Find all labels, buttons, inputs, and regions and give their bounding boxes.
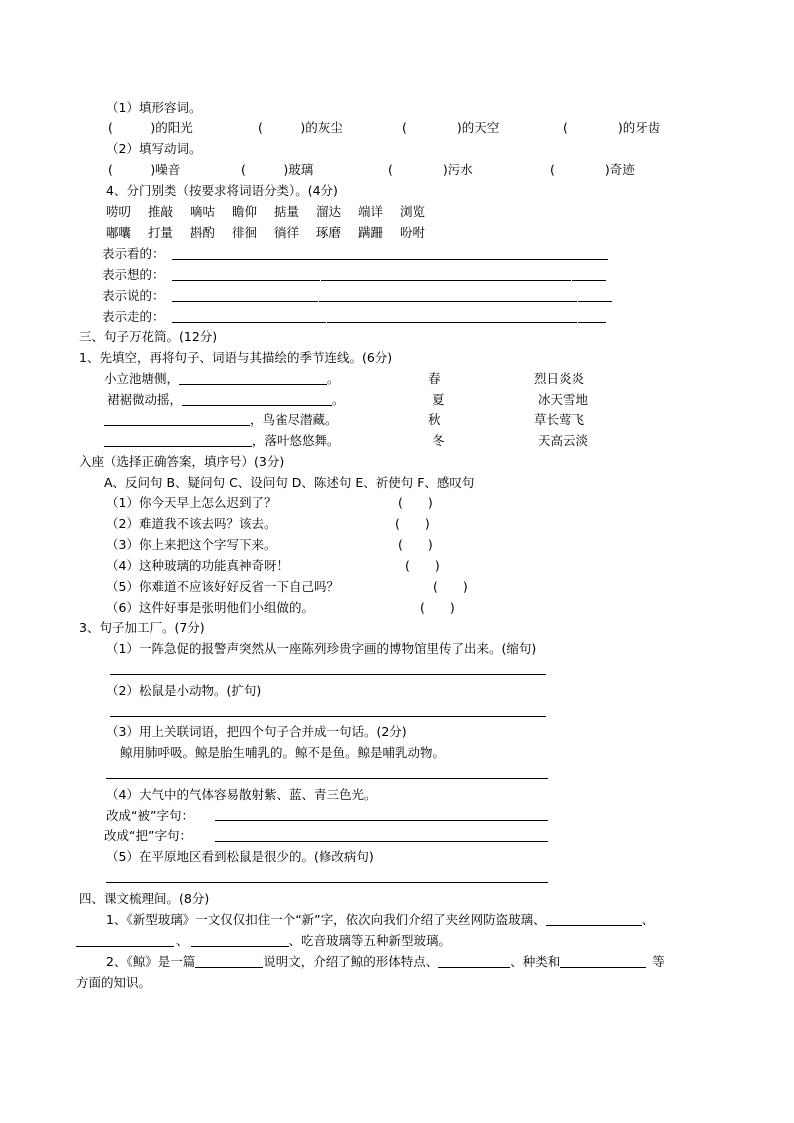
sentence-item: （5）你难道不应该好好反省一下自己吗？ [106,579,339,594]
processing-item-2: （2）松鼠是小动物。(扩句) [106,683,262,698]
word: 打量 [148,225,174,240]
processing-item-4: （4）大气中的气体容易散射紫、蓝、青三色光。 [106,787,377,802]
answer-paren[interactable]: ( ) [395,516,430,531]
answer-line[interactable] [172,322,326,323]
poem-line-1: 小立池塘侧， 。 [104,371,340,386]
phrase: 冰天雪地 [538,392,589,407]
category-look-label: 表示看的： [102,246,165,261]
answer-paren[interactable]: ( ) [398,495,433,510]
word: 嘟囔 [106,225,132,240]
section-3-title: 三、句子万花筒。(12分) [79,329,218,344]
verb-item: ( )污水 [388,162,473,177]
answer-line[interactable] [106,778,548,779]
ba-label: 改成“把”字句： [104,828,192,843]
fill-blank[interactable] [560,955,646,968]
word: 溜达 [316,204,342,219]
question-1: 1、先填空，再将句子、词语与其描绘的季节连线。(6分) [79,350,393,365]
answer-line[interactable] [215,820,548,821]
answer-line[interactable] [110,716,546,717]
fill-blank[interactable] [546,913,642,926]
word: 浏览 [400,204,426,219]
answer-line[interactable] [215,841,548,842]
category-say-label: 表示说的： [102,288,165,303]
season-summer: 夏 [432,392,445,407]
season-winter: 冬 [432,433,445,448]
sentence-options: A、反问句 B、疑问句 C、设问句 D、陈述句 E、祈使句 F、感叹句 [104,475,475,490]
answer-line[interactable] [172,259,608,260]
review-question-1: 1、《新型玻璃》一文仅仅扣住一个“新”字，依次向我们介绍了夹丝网防盗玻璃、 、 [106,912,655,927]
fill-blank[interactable] [76,934,174,947]
answer-line[interactable] [172,301,318,302]
word: 掂量 [274,204,300,219]
adj-item: ( )的牙齿 [563,120,661,135]
question-2: 入座（选择正确答案，填序号）(3分) [79,454,285,469]
answer-line[interactable] [578,322,606,323]
review-question-2-cont: 方面的知识。 [76,975,152,990]
word: 斟酌 [190,225,216,240]
phrase: 草长莺飞 [534,412,585,427]
fill-blank[interactable] [104,413,250,426]
answer-paren[interactable]: ( ) [398,537,433,552]
season-spring: 春 [428,371,441,386]
classify-heading: 4、分门别类（按要求将词语分类）。(4分) [106,183,338,198]
word: 端详 [358,204,384,219]
adj-item: ( )的灰尘 [258,120,343,135]
category-think-label: 表示想的： [102,267,165,282]
sentence-item: （6）这件好事是张明他们小组做的。 [106,600,314,615]
phrase: 烈日炎炎 [534,371,585,386]
processing-item-3-text: 鲸用肺呼吸。鲸是胎生哺乳的。鲸不是鱼。鲸是哺乳动物。 [120,745,446,760]
verb-item: ( )玻璃 [241,162,314,177]
sentence-item: （4）这种玻璃的功能真神奇呀！ [106,558,289,573]
fill-blank[interactable] [104,434,252,447]
fill-blank[interactable] [195,955,263,968]
fill-blank[interactable] [438,955,510,968]
review-question-1-cont: 、 、吃音玻璃等五种新型玻璃。 [76,932,451,950]
adj-item: ( )的天空 [402,120,500,135]
word: 蹒跚 [358,225,384,240]
verb-item: ( )噪音 [108,162,181,177]
word: 徜徉 [274,225,300,240]
poem-line-3: ，鸟雀尽潜藏。 [104,411,338,429]
answer-paren[interactable]: ( ) [405,558,440,573]
processing-item-3: （3）用上关联词语，把四个句子合并成一句话。(2分) [106,724,407,739]
bei-label: 改成“被”字句： [106,808,194,823]
review-question-2: 2、《鲸》是一篇 说明文，介绍了鲸的形体特点、 、种类和 等 [106,954,665,969]
question-3: 3、句子加工厂。(7分) [79,620,205,635]
word: 琢磨 [316,225,342,240]
word: 瞻仰 [232,204,258,219]
word: 徘徊 [232,225,258,240]
processing-item-5: （5）在平原地区看到松鼠是很少的。(修改病句) [106,849,374,864]
processing-item-1: （1）一阵急促的报警声突然从一座陈列珍贵字画的博物馆里传了出来。(缩句) [106,641,537,656]
word: 推敲 [148,204,174,219]
fill-blank[interactable] [179,372,327,385]
fill-blank[interactable] [191,934,289,947]
section-4-title: 四、课文梳理间。(8分) [79,891,210,906]
verb-item: ( )奇迹 [550,162,635,177]
phrase: 天高云淡 [538,433,589,448]
poem-line-2: 裙裾微动摇， 。 [107,392,345,407]
answer-line[interactable] [321,280,571,281]
sentence-item: （1）你今天早上怎么迟到了？ [106,495,277,510]
sentence-item: （2）难道我不该去吗？该去。 [106,516,277,531]
answer-line[interactable] [578,301,612,302]
adj-item: ( )的阳光 [108,120,193,135]
season-autumn: 秋 [428,412,441,427]
word: 唠叨 [106,204,132,219]
fill-blank[interactable] [182,393,332,406]
category-walk-label: 表示走的： [102,309,165,324]
verb-heading: （2）填写动词。 [106,141,202,156]
answer-paren[interactable]: ( ) [420,600,455,615]
answer-line[interactable] [319,301,577,302]
sentence-item: （3）你上来把这个字写下来。 [106,537,277,552]
poem-line-4: ，落叶悠悠舞。 [104,432,340,450]
adj-heading: （1）填形容词。 [106,100,202,115]
answer-line[interactable] [327,322,577,323]
answer-line[interactable] [110,674,546,675]
answer-paren[interactable]: ( ) [433,579,468,594]
word: 嘀咕 [190,204,216,219]
word: 吩咐 [400,225,426,240]
answer-line[interactable] [172,280,320,281]
answer-line[interactable] [106,882,548,883]
answer-line[interactable] [572,280,606,281]
